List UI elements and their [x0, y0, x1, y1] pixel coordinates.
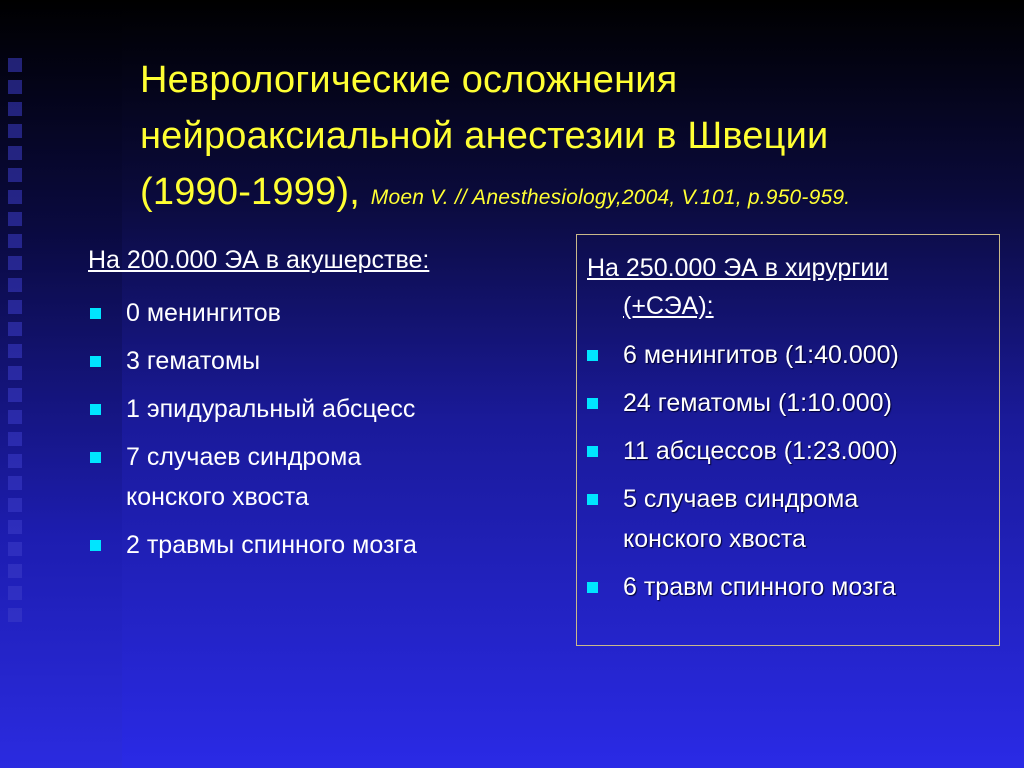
citation: Moen V. // Anesthesiology,2004, V.101, p.950-959. [370, 186, 851, 209]
decorative-square [8, 102, 22, 116]
decorative-square [8, 520, 22, 534]
surgery-box [576, 234, 1000, 646]
title-years: (1990-1999), [140, 171, 360, 213]
slide-title [140, 52, 1000, 226]
decorative-square [8, 212, 22, 226]
square-bullet-icon [90, 540, 101, 551]
decorative-square [8, 322, 22, 336]
list-item-text: 24 гематомы (1:10.000) [623, 389, 892, 417]
list-item [587, 479, 923, 559]
list-item [88, 437, 446, 517]
surgery-list [587, 335, 989, 607]
list-item-text: 6 менингитов (1:40.000) [623, 341, 899, 369]
list-item-text: 3 гематомы [126, 347, 261, 375]
square-bullet-icon [587, 350, 598, 361]
decorative-square [8, 256, 22, 270]
square-bullet-icon [90, 452, 101, 463]
obstetrics-heading: На 200.000 ЭА в акушерстве: [88, 246, 430, 274]
decorative-square [8, 300, 22, 314]
decorative-square [8, 168, 22, 182]
title-line-2: нейроаксиальной анестезии в Швеции [140, 115, 829, 157]
decorative-square [8, 146, 22, 160]
square-bullet-icon [90, 404, 101, 415]
surgery-heading-line-2: (+СЭА): [623, 292, 714, 320]
decorative-square [8, 608, 22, 622]
obstetrics-list [88, 293, 528, 565]
decorative-square [8, 366, 22, 380]
decorative-square [8, 454, 22, 468]
list-item-text: 11 абсцессов (1:23.000) [623, 437, 898, 465]
decorative-square [8, 432, 22, 446]
decorative-square [8, 410, 22, 424]
decorative-square [8, 498, 22, 512]
surgery-heading-line-1: На 250.000 ЭА в хирургии [587, 254, 889, 282]
list-item [88, 525, 528, 565]
square-bullet-icon [90, 308, 101, 319]
list-item [88, 341, 528, 381]
decorative-squares [8, 58, 26, 758]
obstetrics-column [88, 246, 528, 573]
list-item-text: 0 менингитов [126, 299, 281, 327]
surgery-heading [587, 249, 989, 325]
title-line-1: Неврологические осложнения [140, 59, 678, 101]
list-item-text: 7 случаев синдрома конского хвоста [126, 443, 362, 511]
list-item [88, 293, 528, 333]
title-line-3 [140, 164, 1000, 226]
list-item [587, 335, 989, 375]
list-item-text: 5 случаев синдрома конского хвоста [623, 485, 859, 553]
decorative-square [8, 476, 22, 490]
decorative-square [8, 58, 22, 72]
list-item [587, 383, 989, 423]
decorative-square [8, 388, 22, 402]
square-bullet-icon [90, 356, 101, 367]
decorative-square [8, 234, 22, 248]
decorative-square [8, 542, 22, 556]
square-bullet-icon [587, 494, 598, 505]
square-bullet-icon [587, 582, 598, 593]
decorative-square [8, 278, 22, 292]
decorative-square [8, 344, 22, 358]
decorative-square [8, 124, 22, 138]
decorative-square [8, 190, 22, 204]
list-item [587, 567, 989, 607]
list-item-text: 2 травмы спинного мозга [126, 531, 417, 559]
list-item-text: 1 эпидуральный абсцесс [126, 395, 416, 423]
list-item-text: 6 травм спинного мозга [623, 573, 896, 601]
decorative-square [8, 80, 22, 94]
decorative-square [8, 586, 22, 600]
list-item [88, 389, 528, 429]
square-bullet-icon [587, 446, 598, 457]
list-item [587, 431, 989, 471]
decorative-square [8, 564, 22, 578]
square-bullet-icon [587, 398, 598, 409]
